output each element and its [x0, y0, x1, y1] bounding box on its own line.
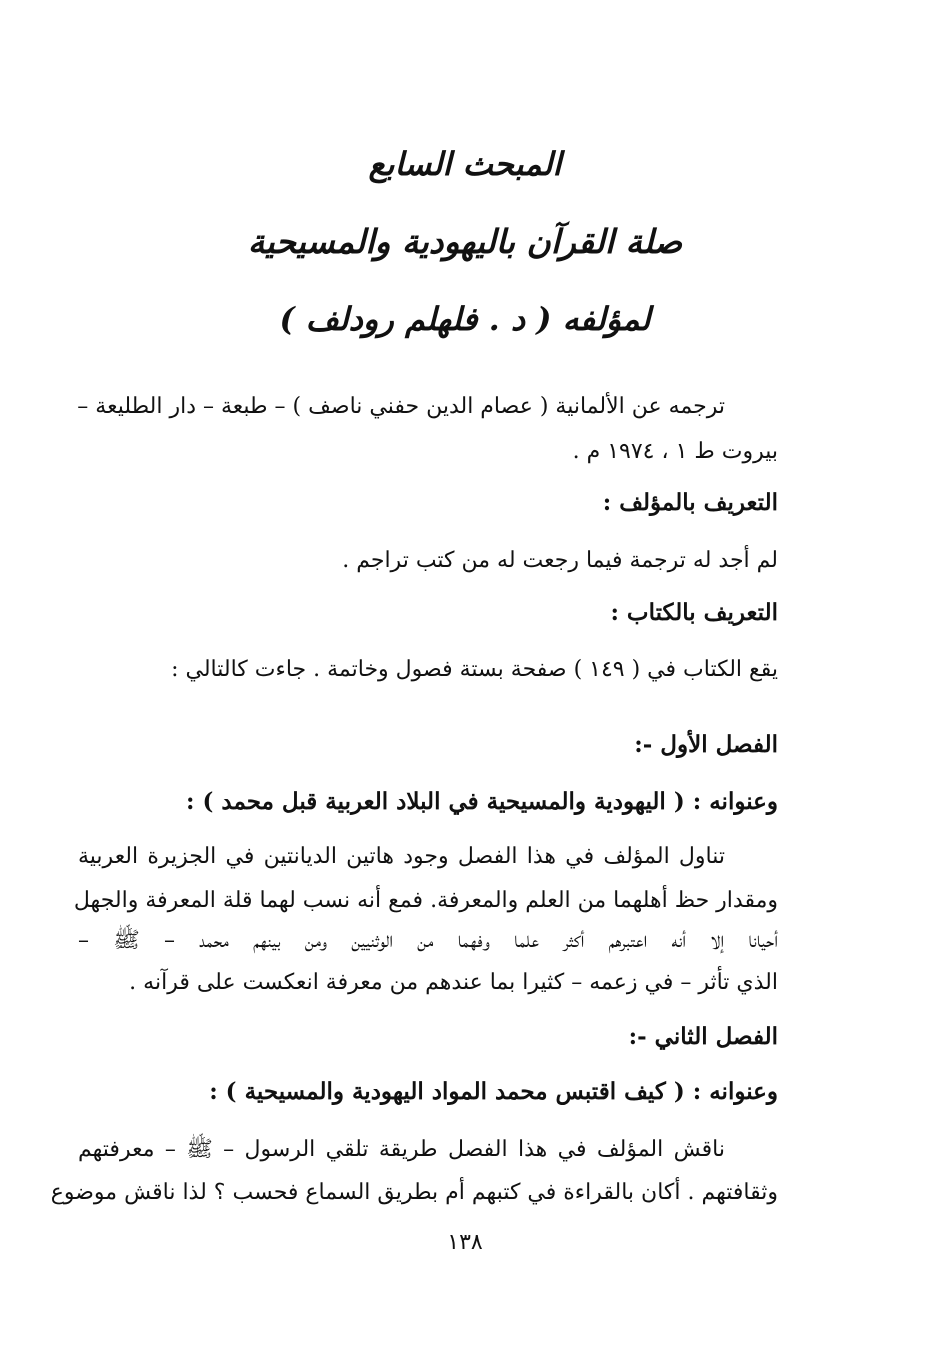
chapter1-title: وعنوانه : ( اليهودية والمسيحية في البلاد العربية قبل محمد ) : — [186, 788, 778, 815]
section-title: المبحث السابع — [368, 145, 562, 183]
chapter2-line-1: ناقش المؤلف في هذا الفصل طريقة تلقي الرسول – ﷺ – معرفتهم — [78, 1137, 725, 1162]
chapter2-line-2: وثقافتهم . أكان بالقراءة في كتبهم أم بطريق السماع فحسب ؟ لذا ناقش موضوع — [50, 1180, 778, 1205]
chapter1-heading: الفصل الأول -: — [634, 731, 778, 758]
chapter1-line-2: ومقدار حظ أهلهما من العلم والمعرفة. فمع أنه نسب لهما قلة المعرفة والجهل — [73, 888, 778, 913]
chapter1-line-4: الذي تأثر – في زعمه – كثيرا بما عندهم من معرفة انعكست على قرآنه . — [129, 970, 778, 995]
chapter2-title: وعنوانه : ( كيف اقتبس محمد المواد اليهودية والمسيحية ) : — [209, 1078, 778, 1105]
translation-line-2: بيروت ط ١ ، ١٩٧٤ م . — [572, 439, 778, 464]
author-line: لمؤلفه ( د . فلهلم رودلف ) — [279, 300, 651, 338]
author-intro-text: لم أجد له ترجمة فيما رجعت له من كتب تراجم . — [342, 548, 778, 573]
translation-line-1: ترجمه عن الألمانية ( عصام الدين حفني ناصف ) – طبعة – دار الطليعة – — [77, 394, 725, 419]
chapter2-heading: الفصل الثاني -: — [628, 1023, 778, 1050]
page-number: ١٣٨ — [447, 1230, 483, 1255]
chapter1-line-1: تناول المؤلف في هذا الفصل وجود هاتين الديانتين في الجزيرة العربية — [78, 844, 725, 869]
chapter1-line-3: أحيانا إلا أنه اعتبرهم أكثر علما وفهما من الوثنيين ومن بينهم محمد – ﷺ – — [78, 928, 778, 953]
book-title: صلة القرآن باليهودية والمسيحية — [247, 222, 683, 261]
author-intro-heading: التعريف بالمؤلف : — [602, 489, 778, 516]
book-intro-text: يقع الكتاب في ( ١٤٩ ) صفحة بستة فصول وخاتمة . جاءت كالتالي : — [171, 657, 778, 682]
book-intro-heading: التعريف بالكتاب : — [610, 599, 778, 626]
